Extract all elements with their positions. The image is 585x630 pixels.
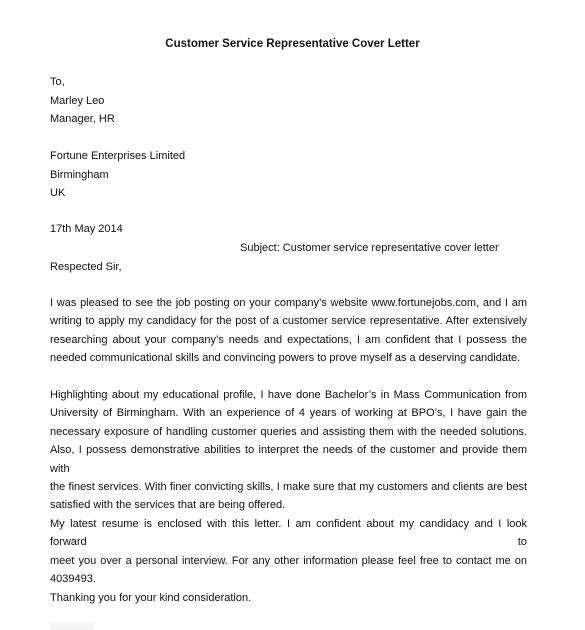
paragraph-line: meet you over a personal interview. For any other information please feel free to contact me on bbox=[50, 554, 527, 567]
letter-date: 17th May 2014 bbox=[50, 223, 123, 235]
paragraph-line: My latest resume is enclosed with this letter. I am confident about my candidacy and I look forward to bbox=[50, 518, 527, 549]
paragraph-line: 4039493. bbox=[50, 573, 96, 586]
paragraph-line: University of Birmingham. With an experience of 4 years of working at BPO’s, I have gain the bbox=[50, 407, 527, 420]
body-paragraph-3 bbox=[50, 515, 527, 589]
closing-line: Thanking you for your kind consideration. bbox=[50, 592, 252, 604]
subject-line: Subject: Customer service representative cover letter bbox=[240, 242, 499, 254]
paragraph-line: writing to apply my candidacy for the post of a customer service representative. After extensively bbox=[50, 315, 527, 328]
document-title: Customer Service Representative Cover Letter bbox=[165, 38, 420, 50]
faded-signature-mark bbox=[50, 622, 94, 630]
paragraph-line: needed communicational skills and convincing powers to prove myself as a deserving candidate. bbox=[50, 352, 521, 365]
recipient-address bbox=[50, 73, 527, 129]
address-line: To, bbox=[50, 76, 65, 88]
address-line: Marley Leo bbox=[50, 94, 105, 107]
company-line: Fortune Enterprises Limited bbox=[50, 150, 186, 162]
paragraph-line: Highlighting about my educational profile, I have done Bachelor’s in Mass Communication from bbox=[50, 389, 527, 401]
paragraph-line: satisfied with the services that are being offered. bbox=[50, 499, 286, 512]
paragraph-line: I was pleased to see the job posting on your company’s website www.fortunejobs.com, and I am bbox=[50, 297, 527, 309]
paragraph-line: the finest services. With finer convicting skills, I make sure that my customers and clients are best bbox=[50, 481, 527, 494]
body-paragraph-1 bbox=[50, 294, 527, 368]
body-paragraph-2 bbox=[50, 386, 527, 515]
company-address bbox=[50, 147, 527, 203]
salutation: Respected Sir, bbox=[50, 261, 122, 273]
paragraph-line: Also, I possess demonstrative abilities to interpret the needs of the customer and provide them with bbox=[50, 444, 527, 475]
paragraph-line: researching about your company’s needs and expectations, I am confident that I possess the bbox=[50, 333, 527, 346]
address-line: Manager, HR bbox=[50, 113, 115, 125]
paragraph-line: necessary exposure of handling customer queries and assisting them with the needed solutions. bbox=[50, 425, 527, 438]
company-line: UK bbox=[50, 187, 66, 199]
company-line: Birmingham bbox=[50, 168, 109, 181]
